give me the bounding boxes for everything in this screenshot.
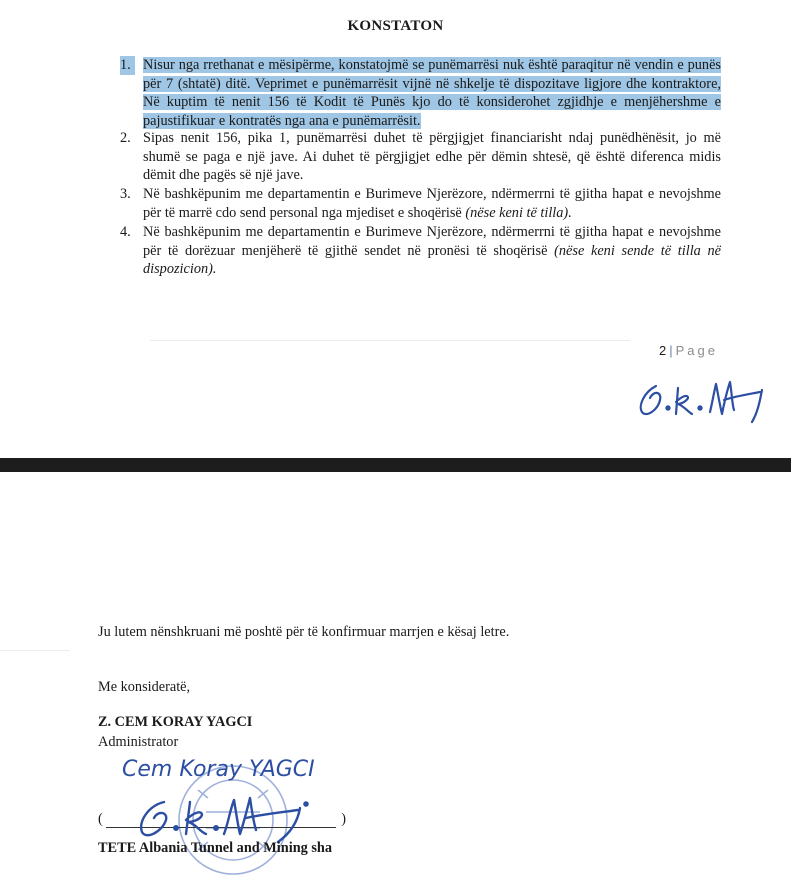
signature-close-paren: ) (341, 811, 346, 827)
page-number (659, 343, 718, 358)
list-item-number: 3. (120, 186, 131, 202)
list-item-number: 1. (120, 56, 135, 75)
list-item-number: 2. (120, 130, 131, 146)
initials-signature-icon (632, 370, 772, 430)
list-item-3[interactable] (120, 185, 721, 222)
scan-mark (0, 650, 70, 651)
list-item-text: Sipas nenit 156, pika 1, punëmarrësi duhet të përgjigjet financiarisht ndaj punëdhënësit, jo më shumë se paga e një jave. Ai duhet të përgjigjet edhe për dëmin shtesë, që është diferenca midis dëmit dhe pagës së një jave. (143, 130, 721, 184)
list-item-note: (nëse keni të tilla). (465, 204, 572, 221)
list-item-2[interactable] (120, 129, 721, 185)
selected-text[interactable]: Nisur nga rrethanat e mësipërme, konstatojmë se punëmarrësi nuk është paraqitur në vendin e punës për 7 (shtatë) ditë. Veprimet e punëmarrësit vijnë në shkelje të dispozitave ligjore dhe kontraktore, Në kuptim të nenit 156 të Kodit të Punës kjo do të konsiderohet zgjidhje e menjëhershme e pajustifikuar e kontratës nga ana e punëmarrësit. (143, 57, 721, 129)
signature-icon (128, 788, 318, 848)
page-gap (0, 458, 791, 472)
closing-salutation: Me konsideratë, (98, 679, 191, 695)
page-word: Page (675, 343, 718, 358)
page-number-separator: | (669, 343, 673, 358)
list-item-4[interactable] (120, 223, 721, 279)
document-title: KONSTATON (347, 18, 444, 34)
signer-role: Administrator (98, 734, 179, 750)
handwritten-name-text: Cem Koray YAGCI (122, 757, 315, 782)
footer-divider (150, 340, 630, 341)
handwritten-name (120, 748, 340, 784)
request-line: Ju lutem nënshkruani më poshtë për të konfirmuar marrjen e kësaj letre. (98, 624, 510, 640)
list-item-note: (nëse keni sende të tilla në dispozicion). (143, 242, 722, 278)
list-item-1[interactable] (120, 56, 721, 130)
list-item-number: 4. (120, 224, 131, 240)
page-number-value: 2 (659, 343, 667, 358)
signer-name: Z. CEM KORAY YAGCI (98, 714, 253, 730)
list-item-text: Në bashkëpunim me departamentin e Burimeve Njerëzore, ndërmerrni të gjitha hapat e nevojshme për të marrë cdo send personal nga mjediset e shoqërisë (143, 186, 721, 221)
signature-open-paren: ( (98, 811, 103, 827)
list-item-text: Në bashkëpunim me departamentin e Burimeve Njerëzore, ndërmerrni të gjitha hapat e nevojshme për të dorëzuar menjëherë të gjithë sendet në pronësi të shoqërisë (143, 224, 721, 259)
company-name: TETE Albania Tunnel and Mining sha (98, 840, 333, 856)
